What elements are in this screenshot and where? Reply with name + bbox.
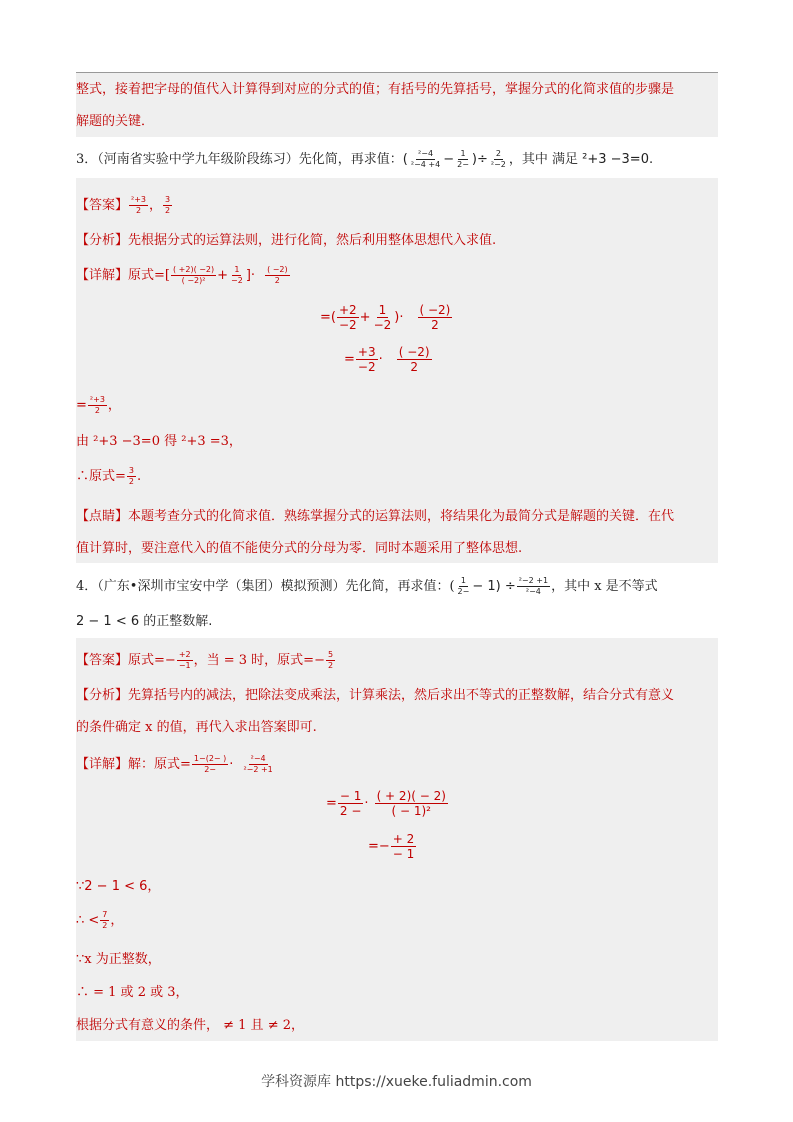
det3-f2-num: 1: [234, 265, 240, 274]
det4b-dot: ·: [364, 796, 369, 811]
q4-fraction-2: [517, 577, 550, 596]
det4e-tail: ，: [110, 913, 124, 928]
analysis-4-line-2: 的条件确定 x 的值，再代入求出答案即可.: [76, 720, 317, 735]
det3c-f2-den: 2: [410, 360, 418, 374]
det3f-den: 2: [128, 477, 134, 486]
det4b-f1-den: 2 −: [339, 804, 362, 818]
det3d-tail: ，: [107, 398, 121, 413]
detail-4-line-1: [76, 755, 276, 775]
det4-f1-num: 1−(2− ): [193, 754, 227, 763]
det3d-fraction: [88, 396, 107, 415]
det4b-f2-den: ( − 1)²: [391, 804, 431, 818]
det3b-f3-num: ( −2): [419, 303, 451, 317]
question-3: [76, 150, 653, 170]
det3b-fraction-3: [418, 304, 453, 331]
point-tag: 【点睛】: [76, 509, 129, 524]
det4e-lead: ∴ <: [76, 913, 100, 928]
det4b-f1-num: − 1: [339, 789, 362, 803]
ans4-f1-den: −1: [178, 661, 191, 670]
detail-3-line-6: [76, 467, 141, 487]
analysis-tag: 【分析】: [76, 688, 129, 703]
q4-f1-num: 1: [460, 576, 466, 585]
ans3-fraction-1: [129, 196, 148, 215]
det4c-lead: =−: [368, 839, 390, 854]
q3-minus: −: [443, 152, 455, 167]
answer-tag: 【答案】: [76, 198, 129, 213]
det3-close: ]·: [245, 268, 256, 283]
ans4-lead: 原式=−: [128, 653, 176, 668]
det3b-close: )·: [394, 310, 404, 325]
det3c-f1-num: +3: [357, 345, 376, 359]
det3c-fraction-2: [397, 346, 432, 373]
det4-f2-den: ²−2 +1: [243, 765, 273, 774]
ans3-f2-den: 2: [165, 206, 171, 215]
det4-lead: 解：原式=: [128, 757, 191, 772]
det3-fraction-1: [171, 266, 216, 285]
det3-plus: +: [217, 268, 229, 283]
answer-tag: 【答案】: [76, 653, 129, 668]
q4-fraction-1: [456, 577, 472, 596]
ans4-f1-num: +2: [178, 650, 191, 659]
detail-3-line-3: [344, 346, 433, 373]
ans4-mid: ，当 = 3 时，原式=−: [193, 653, 325, 668]
q3-fraction-1: [409, 150, 442, 169]
analysis-4-text-1: 先算括号内的减法，把除法变成乘法，计算乘法，然后求出不等式的正整数解，结合分式有意义: [128, 688, 675, 703]
point-3-line-1: [76, 507, 674, 527]
det3c-f2-num: ( −2): [398, 345, 430, 359]
q3-fraction-2: [455, 150, 471, 169]
ans4-f2-den: 2: [327, 661, 334, 670]
detail-tag: 【详解】: [76, 268, 129, 283]
det3-fraction-3: [265, 266, 290, 285]
det4-f1-den: 2−: [204, 765, 216, 774]
det4-f2-num: ²−4: [250, 754, 266, 763]
det3d-den: 2: [94, 406, 100, 415]
det3-f3-num: ( −2): [267, 265, 288, 274]
q3-prefix: 3．（河南省实验中学九年级阶段练习）先化简，再求值：: [76, 152, 403, 167]
detail-4-line-4: ∵2 − 1 < 6，: [76, 879, 161, 894]
prev-line-1: 整式，接着把字母的值代入计算得到对应的分式的值；有括号的先算括号，掌握分式的化简求值的步骤是: [76, 82, 675, 97]
det3b-f3-den: 2: [431, 318, 439, 332]
det3f-num: 3: [128, 466, 134, 475]
det3b-fraction-1: [337, 304, 359, 331]
detail-4-line-2: [326, 790, 449, 817]
q3-f1-num: ²−4: [418, 149, 434, 158]
det4c-den: − 1: [392, 847, 415, 861]
detail-4-line-8: 根据分式有意义的条件， ≠ 1 且 ≠ 2，: [76, 1018, 304, 1033]
det3b-f2-num: 1: [378, 303, 387, 317]
detail-3-line-5: 由 ²+3 −3=0 得 ²+3 =3，: [76, 434, 242, 449]
det4-dot: ·: [229, 757, 234, 772]
det3-lead: 原式=[: [128, 268, 170, 283]
point-3-text-1: 本题考查分式的化简求值．熟练掌握分式的运算法则，将结果化为最简分式是解题的关键．在代: [128, 509, 675, 524]
q4-f2-den: ²−4: [525, 587, 541, 596]
prev-line-2: 解题的关键．: [76, 114, 155, 129]
question-4-line-2: 2 − 1 < 6 的正整数解.: [76, 614, 213, 629]
det3c-f1-den: −2: [357, 360, 376, 374]
det3b-f1-den: −2: [338, 318, 357, 332]
det3c-fraction-1: [356, 346, 378, 373]
analysis-4-line-1: [76, 686, 674, 706]
det3d-num: ²+3: [89, 395, 105, 404]
det4c-fraction: [391, 833, 417, 860]
question-4-line-1: [76, 577, 658, 597]
det4b-f2-num: ( + 2)( − 2): [376, 789, 446, 803]
detail-4-line-6: ∵x 为正整数，: [76, 952, 161, 967]
detail-tag: 【详解】: [76, 757, 129, 772]
det3-f2-den: −2: [231, 276, 243, 285]
q4-prefix: 4．（广东•深圳市宝安中学（集团）模拟预测）先化简，再求值：(: [76, 579, 455, 594]
analysis-3-text: 先根据分式的运算法则，进行化简，然后利用整体思想代入求值.: [128, 233, 497, 248]
det3f-fraction: [127, 467, 136, 486]
q3-fraction-3: [489, 150, 508, 169]
analysis-3: [76, 231, 496, 251]
det4c-num: + 2: [392, 832, 415, 846]
det3f-tail: .: [137, 469, 142, 484]
ans3-fraction-2: [163, 196, 172, 215]
analysis-tag: 【分析】: [76, 233, 129, 248]
det3-f1-num: ( +2)( −2): [172, 265, 215, 274]
q4-f1-den: 2−: [457, 587, 470, 596]
ans4-fraction-2: [326, 651, 335, 670]
q4-suffix: ，其中 x 是不等式: [551, 579, 658, 594]
detail-4-line-3: [368, 833, 417, 860]
det3b-f2-den: −2: [373, 318, 392, 332]
q3-open-paren: (: [402, 152, 408, 167]
footer-source: 学科资源库 https://xueke.fuliadmin.com: [261, 1074, 532, 1090]
ans4-fraction-1: [177, 651, 193, 670]
detail-3-line-1: [76, 266, 291, 286]
q3-f1-den: ²−4 +4: [410, 160, 441, 169]
detail-4-line-5: [76, 911, 123, 931]
ans4-f2-num: 5: [327, 650, 334, 659]
det3-fraction-2: [229, 266, 245, 285]
det3b-plus: +: [359, 310, 371, 325]
answer-3: [76, 196, 173, 216]
answer-4: [76, 651, 336, 671]
q3-f2-den: 2−: [457, 160, 469, 169]
det3b-f1-num: +2: [338, 303, 357, 317]
det3c-lead: =: [344, 352, 355, 367]
ans3-sep: ，: [149, 198, 163, 213]
detail-4-line-7: ∴ = 1 或 2 或 3，: [76, 985, 189, 1000]
q3-f3-den: ²−2: [490, 160, 506, 169]
det3c-dot: ·: [378, 352, 383, 367]
point-3-line-2: 值计算时，要注意代入的值不能使分式的分母为零．同时本题采用了整体思想.: [76, 541, 523, 556]
det4b-fraction-1: [338, 790, 364, 817]
det4b-lead: =: [326, 796, 337, 811]
det4e-num: 7: [102, 910, 108, 919]
det3-f1-den: ( −2)²: [181, 276, 206, 285]
detail-3-line-2: [320, 304, 453, 331]
det3-f3-den: 2: [274, 276, 280, 285]
q3-f2-num: 1: [460, 149, 466, 158]
q4-mid: − 1) ÷: [472, 579, 516, 594]
det3f-lead: ∴原式=: [76, 469, 126, 484]
det3b-fraction-2: [372, 304, 394, 331]
q3-suffix: ，其中 满足 ²+3 −3=0.: [508, 152, 654, 167]
q4-f2-num: ²−2 +1: [518, 576, 549, 585]
q3-f3-num: 2: [495, 149, 501, 158]
det3b-lead: =(: [320, 310, 336, 325]
ans3-f1-den: 2: [135, 206, 142, 215]
det3d-lead: =: [76, 398, 87, 413]
det4e-fraction: [100, 911, 109, 930]
q3-close-div: )÷: [471, 152, 488, 167]
ans3-f1-num: ²+3: [131, 195, 147, 204]
det4b-fraction-2: [375, 790, 448, 817]
ans3-f2-num: 3: [165, 195, 171, 204]
detail-3-line-4: [76, 396, 121, 416]
det4-fraction-1: [192, 755, 228, 774]
det4e-den: 2: [102, 921, 108, 930]
det4-fraction-2: [241, 755, 274, 774]
